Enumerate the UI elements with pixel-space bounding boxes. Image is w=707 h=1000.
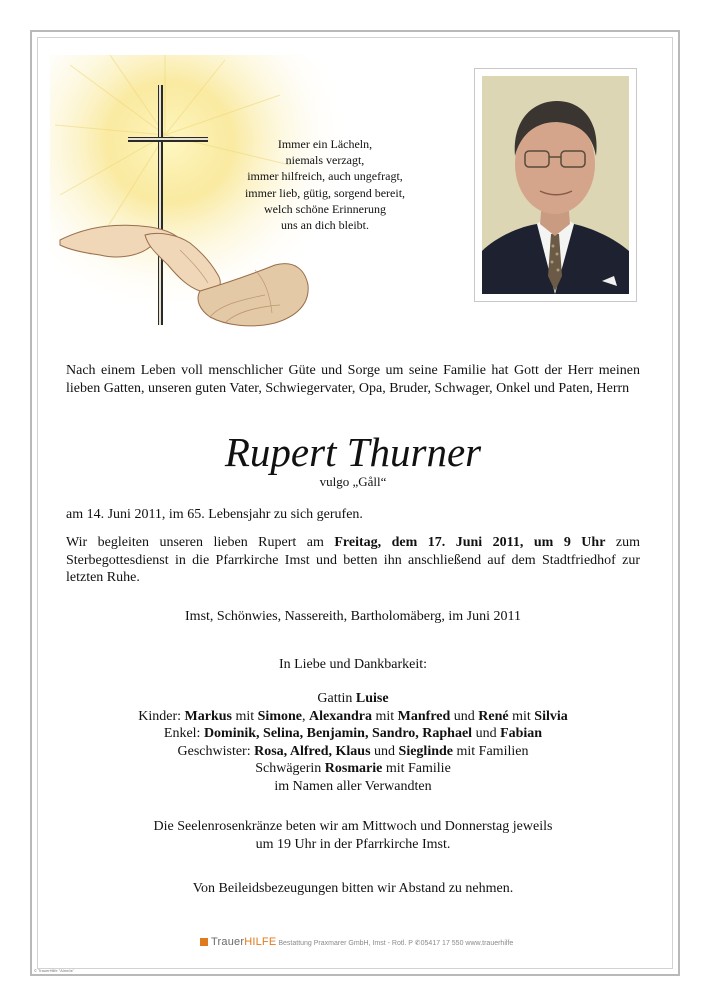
death-date-line: am 14. Juni 2011, im 65. Lebensjahr zu sich gerufen.	[66, 507, 363, 522]
funeral-datetime: Freitag, dem 17. Juni 2011, um 9 Uhr	[334, 535, 606, 550]
poem-line: immer lieb, gütig, sorgend bereit,	[244, 185, 406, 200]
poem-line: niemals verzagt,	[285, 153, 365, 168]
rosary-line: um 19 Uhr in der Pfarrkirche Imst.	[255, 836, 451, 852]
poem-line: welch schöne Erinnerung	[264, 201, 386, 216]
phone-text: 05417 17 550	[420, 940, 464, 947]
mourners-list	[66, 690, 640, 796]
mourner-children: Kinder: Markus mit Simone, Alexandra mit Manfred und René mit Silvia	[138, 708, 568, 724]
intro-paragraph: Nach einem Leben voll menschlicher Güte und Sorge um seine Familie hat Gott der Herr meinen lieben Gatten, unseren guten Vater, Schwiegervater, Opa, Bruder, Schwager, Onkel und Paten, Herrn	[66, 363, 640, 396]
funeral-text: zum Sterbegottesdienst in die Pfarrkirche Imst und betten ihn anschließend auf dem Stadtfriedhof zur letzten Ruhe.	[66, 535, 641, 586]
gratitude-line: In Liebe und Dankbarkeit:	[278, 657, 428, 672]
phone-icon: ✆	[414, 940, 421, 947]
place-date-line: Imst, Schönwies, Nassereith, Bartholomäberg, im Juni 2011	[185, 609, 521, 624]
trauerhilfe-logo-icon	[200, 938, 208, 946]
poem-line: Immer ein Lächeln,	[277, 137, 373, 151]
funeral-paragraph	[66, 534, 640, 587]
deceased-nickname: vulgo „Gåll“	[319, 474, 387, 489]
memorial-poem	[225, 136, 425, 233]
mourner-siblings: Geschwister: Rosa, Alfred, Klaus und Sieglinde mit Familien	[177, 743, 529, 759]
mourner-wife: Gattin Luise	[317, 691, 389, 706]
copyright-text: © TrauerHilfe "Almrös"	[34, 968, 75, 973]
portrait-photo	[482, 76, 629, 294]
condolence-note: Von Beileidsbezeugungen bitten wir Abstand zu nehmen.	[192, 881, 514, 896]
poem-line: uns an dich bleibt.	[281, 218, 369, 233]
rosary-line: Die Seelenrosenkränze beten wir am Mittwoch und Donnerstag jeweils	[153, 819, 553, 834]
deceased-name: Rupert Thurner	[224, 429, 482, 475]
website-text[interactable]: www.trauerhilfe	[465, 940, 514, 947]
footer	[200, 936, 530, 948]
rosary-note	[66, 818, 640, 853]
company-text: Bestattung Praxmarer GmbH, Imst - Rotl. P	[278, 940, 413, 947]
poem-line: immer hilfreich, auch ungefragt,	[247, 169, 403, 184]
mourner-sister-in-law: Schwägerin Rosmarie mit Familie	[255, 761, 451, 777]
mourner-relatives: im Namen aller Verwandten	[274, 778, 432, 794]
mourner-grandchildren: Enkel: Dominik, Selina, Benjamin, Sandro, Raphael und Fabian	[163, 726, 543, 742]
funeral-text: Wir begleiten unseren lieben Rupert am	[66, 535, 335, 550]
brand-name: TrauerHILFE	[211, 936, 277, 948]
